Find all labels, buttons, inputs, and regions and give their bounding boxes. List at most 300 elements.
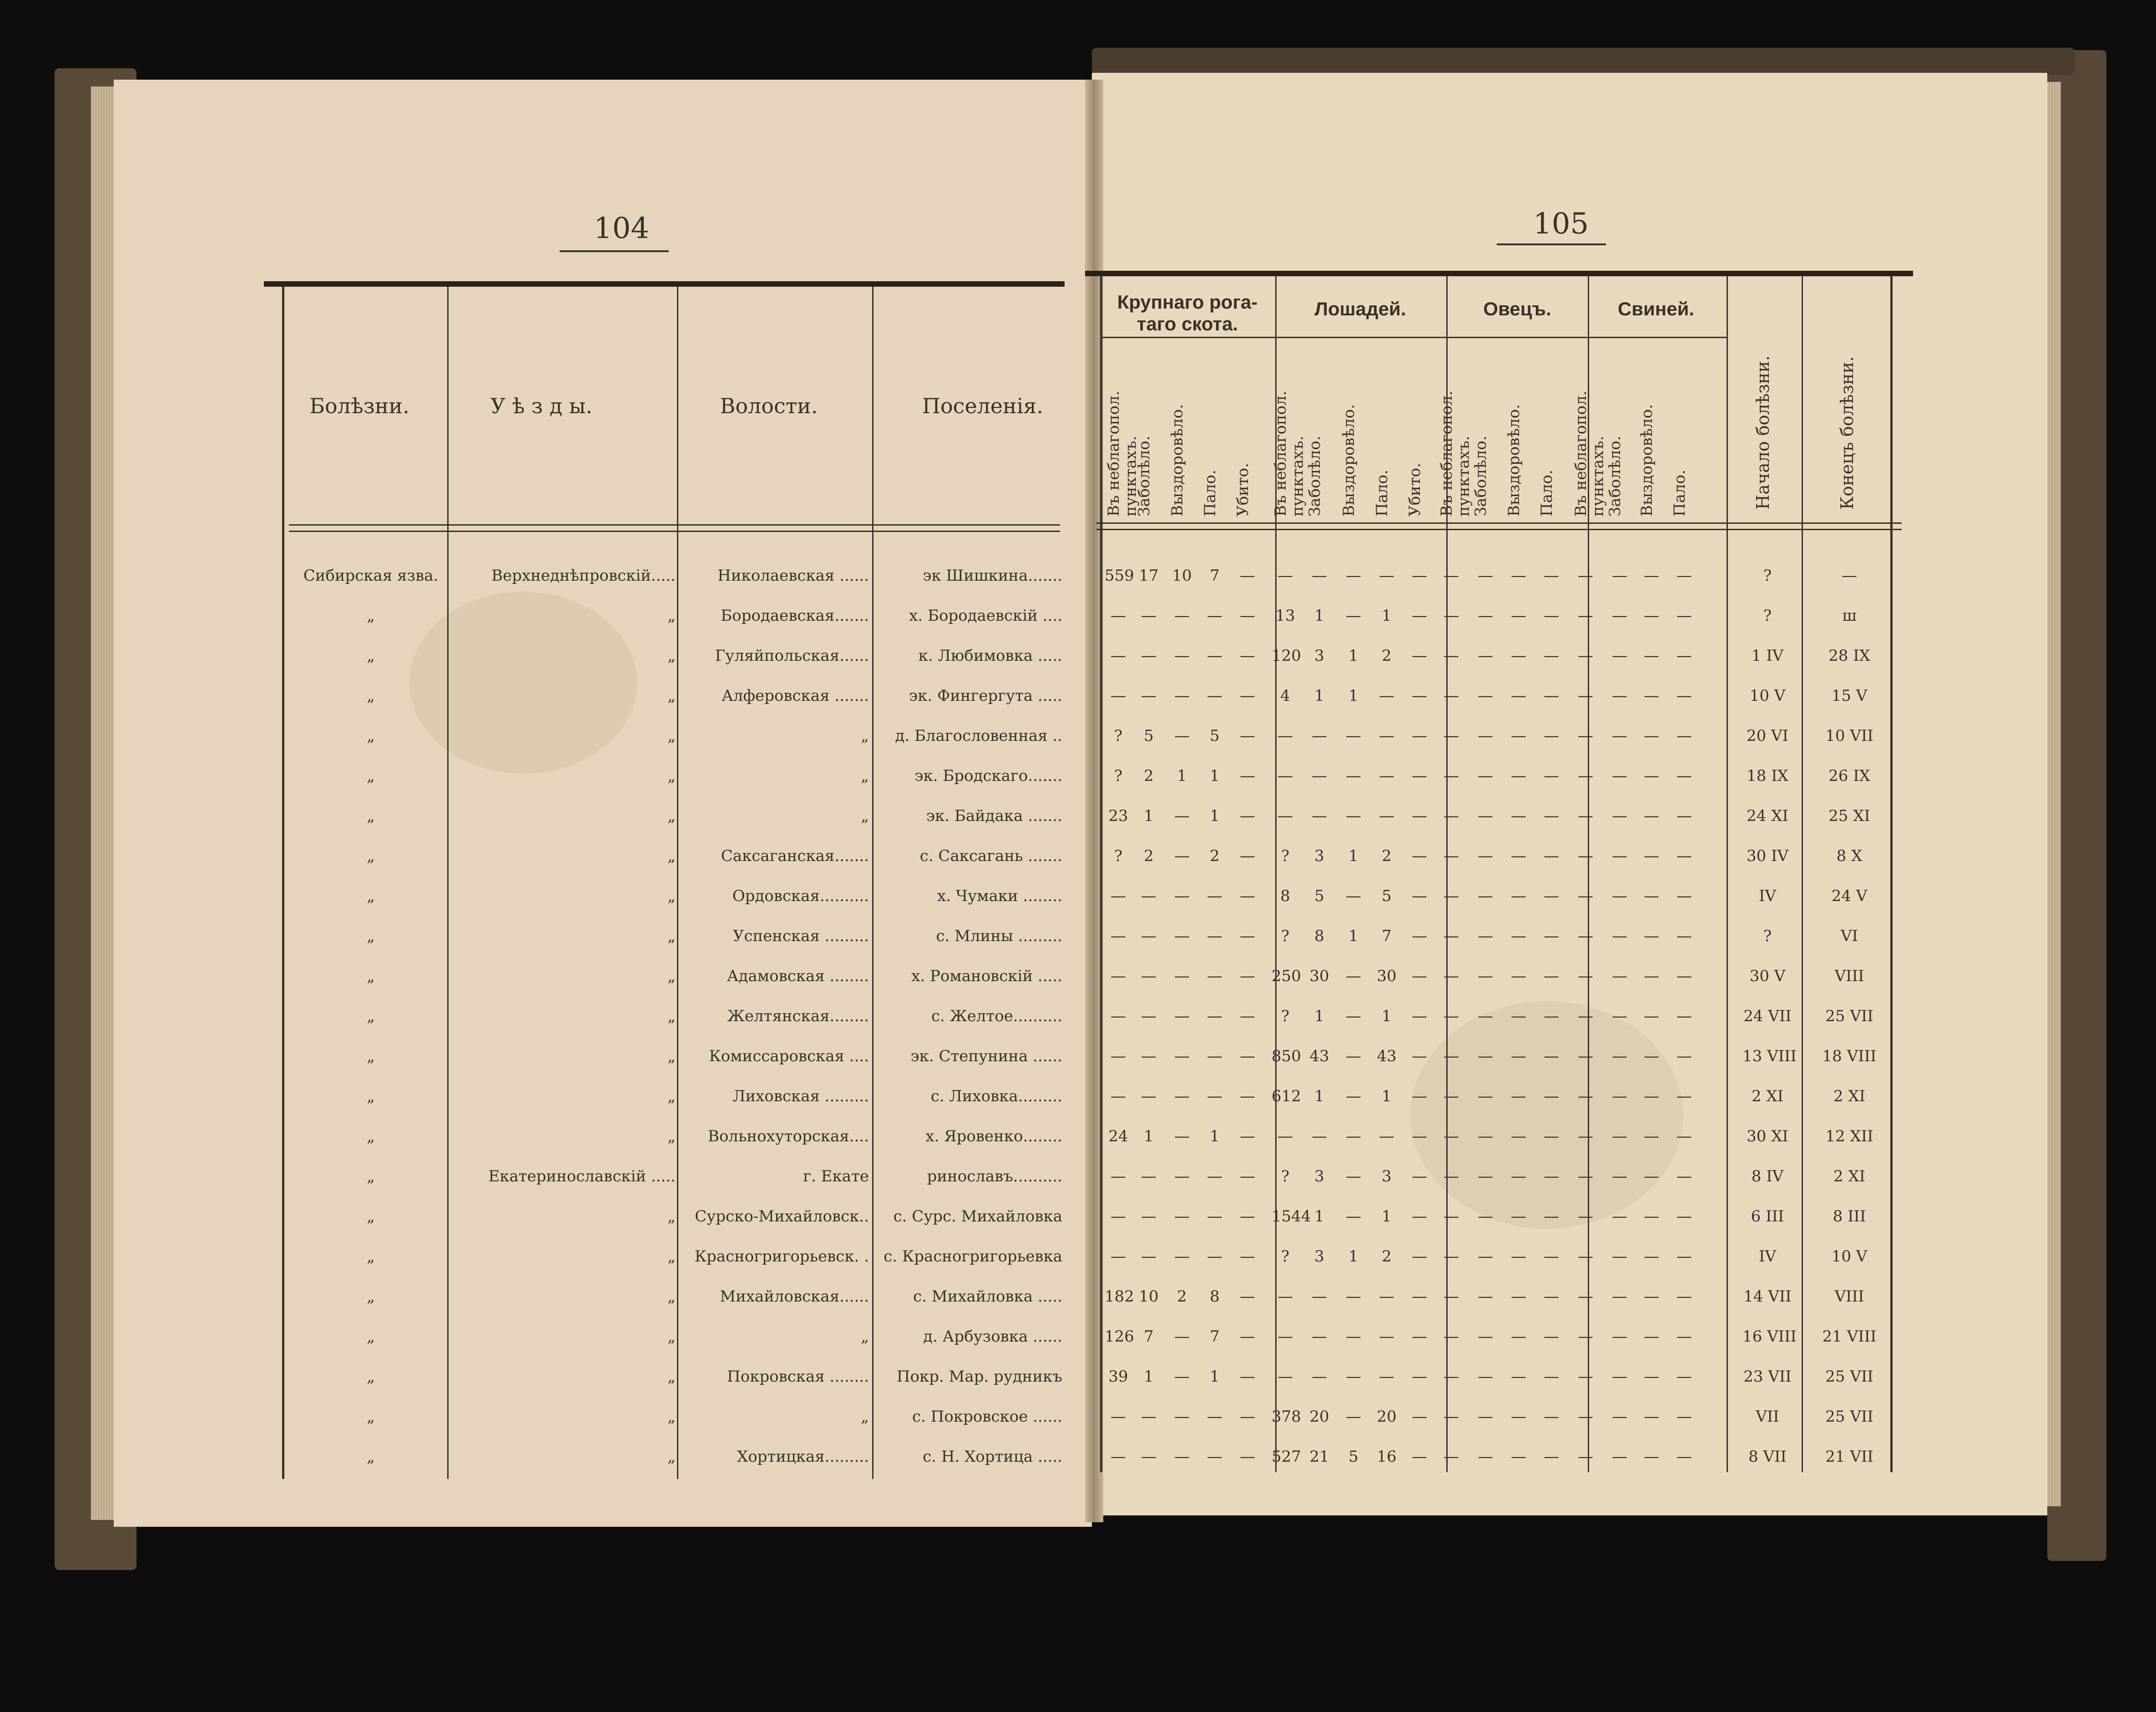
cell-cattle-recovered: — (1174, 1448, 1190, 1466)
table-row (0, 1247, 2156, 1284)
cell-start: 16 VIII (1742, 1327, 1797, 1346)
cell-settlement: с. Млины ......... (936, 927, 1062, 945)
subheader-sheep-sick: Заболѣло. (1472, 436, 1490, 517)
cell-uezd: „ (667, 1287, 676, 1306)
subheader-start: Начало болѣзни. (1753, 355, 1773, 510)
cell-pigs-died: — (1676, 1207, 1692, 1226)
cell-cattle-recovered: — (1174, 807, 1190, 825)
cell-pigs-sick: — (1612, 727, 1627, 745)
cell-sheep-sick: — (1478, 1247, 1493, 1266)
cell-cattle-killed: — (1240, 1247, 1255, 1266)
cell-cattle-killed: — (1240, 1207, 1255, 1226)
cell-pigs-infected-points: — (1578, 767, 1593, 785)
cell-end: 26 IX (1828, 767, 1870, 785)
cell-horses-died: — (1379, 687, 1394, 705)
cell-pigs-died: — (1676, 807, 1692, 825)
cell-sheep-recovered: — (1511, 1127, 1526, 1145)
cell-disease: „ (367, 1247, 375, 1266)
cell-sheep-sick: — (1478, 1327, 1493, 1346)
cell-horses-sick: 3 (1314, 847, 1324, 865)
cell-horses-sick: 30 (1309, 967, 1329, 985)
cell-pigs-infected-points: — (1578, 727, 1593, 745)
cell-horses-recovered: — (1346, 807, 1361, 825)
cell-volost: „ (861, 767, 869, 785)
cell-end: VI (1841, 927, 1858, 945)
cell-start: 8 VII (1748, 1448, 1787, 1466)
cell-pigs-sick: — (1612, 1167, 1627, 1185)
cell-horses-infected-points: ? (1281, 1167, 1290, 1185)
cell-cattle-infected-points: 126 (1105, 1327, 1134, 1346)
table-row (0, 687, 2156, 723)
group-header-rule (1101, 337, 1727, 338)
cell-sheep-sick: — (1478, 1408, 1493, 1426)
cell-horses-killed: — (1412, 967, 1427, 985)
cell-horses-recovered: — (1346, 607, 1361, 625)
cell-pigs-sick: — (1612, 1287, 1627, 1306)
cell-sheep-died: — (1544, 1287, 1559, 1306)
cell-sheep-infected-points: — (1444, 1047, 1459, 1065)
cell-pigs-recovered: — (1644, 1007, 1659, 1025)
subheader-pigs-died: Пало. (1671, 470, 1689, 517)
cell-sheep-sick: — (1478, 1127, 1493, 1145)
cell-end: 21 VIII (1822, 1327, 1877, 1346)
cell-disease: „ (367, 647, 375, 665)
cell-cattle-sick: 1 (1144, 1127, 1154, 1145)
cell-cattle-recovered: — (1174, 1327, 1190, 1346)
cell-disease: „ (367, 1408, 375, 1426)
cell-sheep-recovered: — (1511, 1047, 1526, 1065)
table-row (0, 1287, 2156, 1324)
cell-end: 25 VII (1825, 1007, 1873, 1025)
cell-pigs-infected-points: — (1578, 1327, 1593, 1346)
cell-cattle-sick: — (1141, 1247, 1156, 1266)
cell-pigs-sick: — (1612, 1007, 1627, 1025)
cell-horses-recovered: 1 (1348, 927, 1358, 945)
cell-pigs-sick: — (1612, 967, 1627, 985)
cell-horses-died: 20 (1377, 1408, 1397, 1426)
cell-horses-infected-points: 4 (1280, 687, 1290, 705)
cell-disease: „ (367, 847, 375, 865)
cell-sheep-infected-points: — (1444, 887, 1459, 905)
cell-pigs-infected-points: — (1578, 967, 1593, 985)
cell-cattle-killed: — (1240, 607, 1255, 625)
cell-volost: Алферовская ....... (722, 687, 869, 705)
cell-sheep-died: — (1544, 1127, 1559, 1145)
cell-horses-infected-points: 13 (1275, 607, 1295, 625)
cell-pigs-died: — (1676, 1007, 1692, 1025)
cell-cattle-recovered: — (1174, 1207, 1190, 1226)
cell-pigs-recovered: — (1644, 847, 1659, 865)
cell-pigs-died: — (1676, 1368, 1692, 1386)
cell-uezd: „ (667, 1207, 676, 1226)
cell-volost: Саксаганская....... (721, 847, 869, 865)
cell-settlement: эк. Фингергута ..... (909, 687, 1062, 705)
cell-horses-sick: — (1312, 727, 1327, 745)
cell-cattle-killed: — (1240, 767, 1255, 785)
cell-sheep-recovered: — (1511, 647, 1526, 665)
cell-end: 21 VII (1825, 1448, 1873, 1466)
cell-sheep-died: — (1544, 1408, 1559, 1426)
cell-cattle-sick: 17 (1139, 567, 1159, 585)
cell-settlement: с. Покровское ...... (912, 1408, 1062, 1426)
cell-start: 2 XI (1751, 1087, 1784, 1105)
page-number-right: 105 (1533, 207, 1589, 241)
table-row (0, 847, 2156, 883)
cell-sheep-recovered: — (1511, 767, 1526, 785)
cell-horses-killed: — (1412, 1127, 1427, 1145)
cell-horses-recovered: — (1346, 1408, 1361, 1426)
cell-uezd: Екатеринославскій ..... (488, 1167, 676, 1185)
cell-cattle-recovered: — (1174, 967, 1190, 985)
cell-settlement: Покр. Мар. рудникъ (896, 1368, 1062, 1386)
cell-sheep-recovered: — (1511, 1007, 1526, 1025)
cell-end: 28 IX (1828, 647, 1870, 665)
cell-cattle-killed: — (1240, 807, 1255, 825)
cell-cattle-died: — (1207, 607, 1222, 625)
cell-volost: Николаевская ...... (717, 567, 869, 585)
cell-start: IV (1759, 1247, 1776, 1266)
cell-pigs-recovered: — (1644, 1167, 1659, 1185)
cell-settlement: эк. Бродскаго....... (914, 767, 1062, 785)
cell-volost: Вольнохуторская.... (707, 1127, 869, 1145)
cell-cattle-sick: — (1141, 687, 1156, 705)
cell-horses-killed: — (1412, 1408, 1427, 1426)
cell-pigs-died: — (1676, 1247, 1692, 1266)
cell-settlement: с. Саксагань ....... (919, 847, 1062, 865)
page-number-left: 104 (594, 212, 650, 245)
cell-cattle-sick: 1 (1144, 1368, 1154, 1386)
cell-sheep-died: — (1544, 607, 1559, 625)
cell-horses-infected-points: — (1277, 727, 1293, 745)
cell-cattle-died: — (1207, 1087, 1222, 1105)
cell-pigs-infected-points: — (1578, 1247, 1593, 1266)
table-row (0, 967, 2156, 1003)
cell-cattle-killed: — (1240, 687, 1255, 705)
cell-volost: Комиссаровская .... (709, 1047, 869, 1065)
page-number-underline (1497, 243, 1606, 245)
cell-horses-infected-points: — (1277, 1287, 1293, 1306)
cell-pigs-sick: — (1612, 567, 1627, 585)
cell-cattle-recovered: — (1174, 607, 1190, 625)
cell-sheep-recovered: — (1511, 1448, 1526, 1466)
cell-pigs-recovered: — (1644, 887, 1659, 905)
cell-sheep-sick: — (1478, 1287, 1493, 1306)
cell-cattle-recovered: 10 (1172, 567, 1192, 585)
cell-uezd: „ (667, 967, 676, 985)
cell-cattle-sick: — (1141, 1207, 1156, 1226)
cell-horses-killed: — (1412, 687, 1427, 705)
cell-cattle-killed: — (1240, 927, 1255, 945)
cell-pigs-died: — (1676, 967, 1692, 985)
cell-disease: „ (367, 687, 375, 705)
cell-start: ? (1763, 567, 1772, 585)
cell-start: 23 VII (1743, 1368, 1792, 1386)
cell-horses-sick: 3 (1314, 1167, 1324, 1185)
cell-disease: „ (367, 1087, 375, 1105)
cell-end: 2 XI (1833, 1167, 1866, 1185)
cell-horses-infected-points: 250 (1272, 967, 1301, 985)
cell-sheep-died: — (1544, 1247, 1559, 1266)
cell-start: 18 IX (1747, 767, 1788, 785)
cell-pigs-sick: — (1612, 1327, 1627, 1346)
cell-cattle-killed: — (1240, 1287, 1255, 1306)
subheader-end: Конецъ болѣзни. (1837, 356, 1857, 510)
cell-cattle-infected-points: 559 (1105, 567, 1134, 585)
cell-cattle-infected-points: 24 (1108, 1127, 1128, 1145)
cell-cattle-sick: — (1141, 1167, 1156, 1185)
cell-cattle-sick: — (1141, 647, 1156, 665)
cell-cattle-sick: — (1141, 967, 1156, 985)
cell-horses-died: — (1379, 1127, 1394, 1145)
cell-sheep-infected-points: — (1444, 1167, 1459, 1185)
cell-horses-died: — (1379, 1327, 1394, 1346)
cell-horses-sick: 1 (1314, 687, 1324, 705)
cell-volost: „ (861, 1408, 869, 1426)
cell-pigs-infected-points: — (1578, 1287, 1593, 1306)
table-row (0, 1327, 2156, 1364)
cell-sheep-recovered: — (1511, 1087, 1526, 1105)
cell-horses-killed: — (1412, 1167, 1427, 1185)
cell-sheep-died: — (1544, 727, 1559, 745)
cell-pigs-died: — (1676, 567, 1692, 585)
cell-cattle-sick: — (1141, 1087, 1156, 1105)
cell-cattle-died: — (1207, 647, 1222, 665)
cell-volost: „ (861, 1327, 869, 1346)
cell-pigs-infected-points: — (1578, 1087, 1593, 1105)
subheader-cattle-died: Пало. (1201, 470, 1219, 517)
subheader-horses-killed: Убито. (1406, 463, 1424, 517)
cell-sheep-sick: — (1478, 1368, 1493, 1386)
cell-uezd: „ (667, 1448, 676, 1466)
cell-pigs-sick: — (1612, 807, 1627, 825)
cell-cattle-sick: 10 (1139, 1287, 1159, 1306)
cell-pigs-infected-points: — (1578, 887, 1593, 905)
cell-pigs-died: — (1676, 607, 1692, 625)
cell-horses-killed: — (1412, 1047, 1427, 1065)
cell-end: 12 XII (1825, 1127, 1873, 1145)
cell-start: 13 VIII (1742, 1047, 1797, 1065)
cell-sheep-sick: — (1478, 1207, 1493, 1226)
cell-cattle-sick: 7 (1144, 1327, 1154, 1346)
cell-pigs-infected-points: — (1578, 1047, 1593, 1065)
cell-start: 8 IV (1751, 1167, 1784, 1185)
cell-horses-sick: 8 (1314, 927, 1324, 945)
cell-horses-sick: 3 (1314, 647, 1324, 665)
cell-horses-died: 1 (1382, 1087, 1392, 1105)
cell-uezd: „ (667, 887, 676, 905)
cell-pigs-recovered: — (1644, 1127, 1659, 1145)
cell-settlement: эк Шишкина....... (923, 567, 1062, 585)
cell-horses-recovered: — (1346, 1087, 1361, 1105)
cell-volost: „ (861, 727, 869, 745)
cell-horses-recovered: — (1346, 1207, 1361, 1226)
cell-settlement: х. Романовскій ..... (911, 967, 1062, 985)
cell-cattle-sick: — (1141, 607, 1156, 625)
cell-cattle-died: — (1207, 967, 1222, 985)
cell-settlement: к. Любимовка ..... (918, 647, 1062, 665)
cell-pigs-recovered: — (1644, 1047, 1659, 1065)
cell-end: 25 VII (1825, 1408, 1873, 1426)
cell-horses-killed: — (1412, 927, 1427, 945)
cell-pigs-died: — (1676, 727, 1692, 745)
cell-uezd: „ (667, 1047, 676, 1065)
cell-cattle-sick: 2 (1144, 847, 1154, 865)
cell-uezd: „ (667, 1368, 676, 1386)
cell-horses-sick: — (1312, 1327, 1327, 1346)
cell-sheep-recovered: — (1511, 807, 1526, 825)
cell-sheep-recovered: — (1511, 1287, 1526, 1306)
cell-sheep-died: — (1544, 1167, 1559, 1185)
subheader-horses-recovered: Выздоровѣло. (1340, 404, 1358, 517)
cell-sheep-died: — (1544, 807, 1559, 825)
cell-settlement: эк. Байдака ....... (926, 807, 1062, 825)
cell-cattle-died: — (1207, 887, 1222, 905)
table-row (0, 887, 2156, 923)
subheader-pigs-infected-points: Въ неблагопол. пунктахъ. (1572, 390, 1607, 517)
cell-sheep-died: — (1544, 1327, 1559, 1346)
cell-cattle-sick: — (1141, 887, 1156, 905)
cell-horses-recovered: — (1346, 1287, 1361, 1306)
table-top-rule-left (264, 281, 1065, 287)
cell-settlement: с. Желтое.......... (931, 1007, 1062, 1025)
cell-settlement: эк. Степунина ...... (910, 1047, 1062, 1065)
cell-cattle-died: — (1207, 1408, 1222, 1426)
cell-uezd: „ (667, 1247, 676, 1266)
cell-volost: Сурско-Михайловск.. (695, 1207, 869, 1226)
cell-horses-recovered: 1 (1348, 847, 1358, 865)
cell-horses-killed: — (1412, 1448, 1427, 1466)
cell-cattle-sick: — (1141, 927, 1156, 945)
cell-uezd: „ (667, 647, 676, 665)
subheader-cattle-sick: Заболѣло. (1135, 436, 1153, 517)
cell-disease: „ (367, 1368, 375, 1386)
cell-sheep-infected-points: — (1444, 1007, 1459, 1025)
cell-horses-killed: — (1412, 887, 1427, 905)
cell-pigs-infected-points: — (1578, 1127, 1593, 1145)
cell-cattle-recovered: — (1174, 1087, 1190, 1105)
cell-uezd: „ (667, 1007, 676, 1025)
cell-disease: „ (367, 1287, 375, 1306)
cell-horses-sick: 5 (1314, 887, 1324, 905)
cell-horses-sick: — (1312, 1287, 1327, 1306)
cell-horses-killed: — (1412, 607, 1427, 625)
cell-horses-died: 7 (1382, 927, 1392, 945)
cell-start: 20 VI (1746, 727, 1789, 745)
cell-horses-died: 1 (1382, 607, 1392, 625)
cell-horses-sick: — (1312, 567, 1327, 585)
cell-start: VII (1756, 1408, 1779, 1426)
cell-pigs-recovered: — (1644, 767, 1659, 785)
subheader-horses-sick: Заболѣло. (1306, 436, 1324, 517)
cell-horses-sick: 43 (1309, 1047, 1329, 1065)
cell-horses-killed: — (1412, 1368, 1427, 1386)
table-row (0, 1207, 2156, 1244)
table-row (0, 727, 2156, 763)
cell-horses-died: 5 (1382, 887, 1392, 905)
cell-volost: Покровская ........ (727, 1368, 869, 1386)
cell-pigs-infected-points: — (1578, 687, 1593, 705)
cell-sheep-infected-points: — (1444, 727, 1459, 745)
cell-sheep-recovered: — (1511, 1408, 1526, 1426)
cell-settlement: с. Михайловка ..... (913, 1287, 1062, 1306)
cell-sheep-infected-points: — (1444, 807, 1459, 825)
cell-end: 2 XI (1833, 1087, 1866, 1105)
cell-pigs-sick: — (1612, 607, 1627, 625)
book-cover-top (1092, 48, 2075, 75)
cell-pigs-sick: — (1612, 847, 1627, 865)
table-row (0, 1167, 2156, 1204)
cell-cattle-recovered: — (1174, 1368, 1190, 1386)
cell-sheep-recovered: — (1511, 1167, 1526, 1185)
cell-sheep-sick: — (1478, 807, 1493, 825)
cell-disease: „ (367, 1047, 375, 1065)
table-row (0, 567, 2156, 603)
cell-horses-killed: — (1412, 1207, 1427, 1226)
cell-horses-sick: 21 (1309, 1448, 1329, 1466)
cell-cattle-sick: — (1141, 1448, 1156, 1466)
subheader-horses-infected-points: Въ неблагопол. пунктахъ. (1272, 390, 1307, 517)
cell-horses-sick: — (1312, 1368, 1327, 1386)
cell-sheep-died: — (1544, 767, 1559, 785)
cell-pigs-infected-points: — (1578, 1368, 1593, 1386)
cell-cattle-recovered: — (1174, 847, 1190, 865)
table-row (0, 807, 2156, 843)
cell-horses-killed: — (1412, 647, 1427, 665)
cell-horses-infected-points: ? (1281, 927, 1290, 945)
table-row (0, 1127, 2156, 1164)
cell-pigs-infected-points: — (1578, 1448, 1593, 1466)
table-row (0, 1007, 2156, 1043)
cell-pigs-recovered: — (1644, 727, 1659, 745)
cell-pigs-sick: — (1612, 927, 1627, 945)
cell-horses-died: — (1379, 567, 1394, 585)
cell-sheep-died: — (1544, 1047, 1559, 1065)
cell-uezd: „ (667, 847, 676, 865)
cell-pigs-died: — (1676, 1448, 1692, 1466)
cell-volost: Михайловская...... (720, 1287, 869, 1306)
cell-horses-infected-points: — (1277, 567, 1293, 585)
cell-cattle-killed: — (1240, 1007, 1255, 1025)
cell-start: 30 XI (1747, 1127, 1788, 1145)
cell-end: 25 XI (1828, 807, 1870, 825)
cell-cattle-sick: — (1141, 1007, 1156, 1025)
cell-settlement: с. Красногригорьевка (884, 1247, 1062, 1266)
cell-pigs-died: — (1676, 927, 1692, 945)
cell-pigs-recovered: — (1644, 1287, 1659, 1306)
cell-cattle-recovered: — (1174, 1167, 1190, 1185)
cell-horses-died: 2 (1382, 1247, 1392, 1266)
subheader-horses-died: Пало. (1373, 470, 1391, 517)
cell-volost: г. Екате (803, 1167, 869, 1185)
cell-pigs-recovered: — (1644, 927, 1659, 945)
table-row (0, 767, 2156, 803)
cell-sheep-recovered: — (1511, 927, 1526, 945)
cell-cattle-sick: — (1141, 1047, 1156, 1065)
cell-sheep-infected-points: — (1444, 1368, 1459, 1386)
cell-start: ? (1763, 927, 1772, 945)
cell-sheep-sick: — (1478, 887, 1493, 905)
cell-sheep-died: — (1544, 567, 1559, 585)
cell-horses-killed: — (1412, 847, 1427, 865)
cell-settlement: с. Сурс. Михайловка (893, 1207, 1062, 1226)
cell-horses-died: 2 (1382, 647, 1392, 665)
cell-start: 10 V (1749, 687, 1786, 705)
table-top-rule-right (1085, 271, 1913, 276)
cell-end: 10 VII (1825, 727, 1873, 745)
cell-uezd: „ (667, 767, 676, 785)
cell-cattle-recovered: — (1174, 1127, 1190, 1145)
cell-cattle-died: 5 (1210, 727, 1220, 745)
